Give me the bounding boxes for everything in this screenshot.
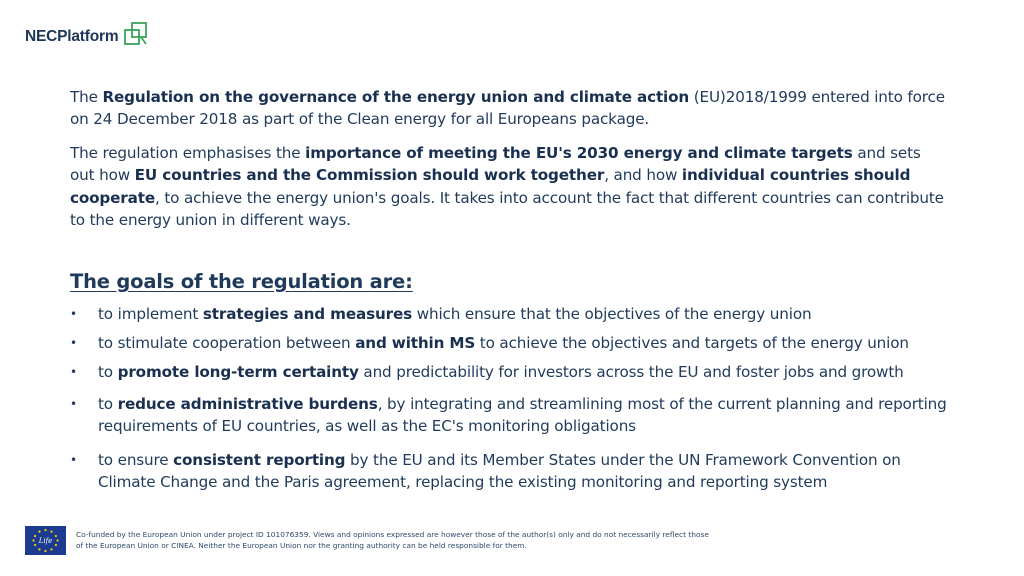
emphasis-text: Regulation on the governance of the energy union and climate action: [102, 88, 690, 106]
body-text: to stimulate cooperation between: [98, 334, 356, 352]
goal-text: [98, 449, 960, 494]
body-text: to implement: [98, 305, 203, 323]
goal-text: [98, 361, 960, 383]
emphasis-text: EU countries and the Commission should work together: [134, 166, 605, 185]
body-text: and sets out how: [70, 144, 921, 185]
body-text: by the EU and its Member States under the UN Framework Convention on Climate Change and the Paris agreement, replacing the existing monitoring and reporting system: [98, 451, 901, 492]
bullet: •: [70, 307, 77, 321]
bullet: •: [70, 336, 77, 350]
goal-text: [98, 332, 960, 354]
body-text: The: [70, 88, 103, 106]
logo-text: NECPlatform: [25, 28, 119, 45]
intro-paragraph-1: [70, 86, 950, 131]
body-text: , by integrating and streamlining most of the current planning and reporting requirements of EU countries, as well as the EC's monitoring obligations: [98, 395, 947, 436]
goal-text: [98, 303, 960, 325]
goals-heading: The goals of the regulation are:: [70, 270, 413, 293]
life-logo-text: Life: [38, 537, 53, 545]
body-text: (EU)2018/1999 entered into force on 24 December 2018 as part of the Clean energy for all Europeans package.: [70, 88, 945, 129]
body-text: to ensure: [98, 451, 174, 469]
eu-flag-icon: [25, 526, 66, 555]
body-text: and predictability for investors across the EU and foster jobs and growth: [358, 363, 904, 381]
necplatform-logo: [25, 26, 149, 48]
goal-text: [98, 393, 960, 438]
emphasis-text: reduce administrative burdens: [117, 395, 378, 413]
funding-disclaimer: Co-funded by the European Union under project ID 101076359. Views and opinions expressed are however those of the author(s) only and do not necessarily reflect those of the European Union or CINEA. Neither the European Union nor the granting authority can be held responsible for them.: [76, 530, 709, 550]
platform-logo-icon: [123, 22, 149, 48]
emphasis-text: individual countries should cooperate: [70, 166, 911, 207]
body-text: to: [98, 363, 118, 381]
body-text: to achieve the objectives and targets of the energy union: [475, 334, 909, 352]
emphasis-text: promote long-term certainty: [117, 363, 359, 381]
emphasis-text: strategies and measures: [202, 305, 413, 323]
emphasis-text: consistent reporting: [173, 451, 346, 469]
body-text: to: [98, 395, 118, 413]
body-text: , and how: [604, 166, 682, 185]
body-text: , to achieve the energy union's goals. It takes into account the fact that different countries can contribute to the energy union in different ways.: [70, 188, 944, 229]
body-text: The regulation emphasises the: [70, 144, 306, 162]
bullet: •: [70, 397, 77, 411]
bullet: •: [70, 365, 77, 379]
bullet: •: [70, 453, 77, 467]
intro-paragraph-2: [70, 142, 945, 231]
body-text: which ensure that the objectives of the energy union: [412, 305, 812, 323]
emphasis-text: importance of meeting the EU's 2030 energy and climate targets: [305, 144, 853, 162]
emphasis-text: and within MS: [355, 334, 476, 352]
